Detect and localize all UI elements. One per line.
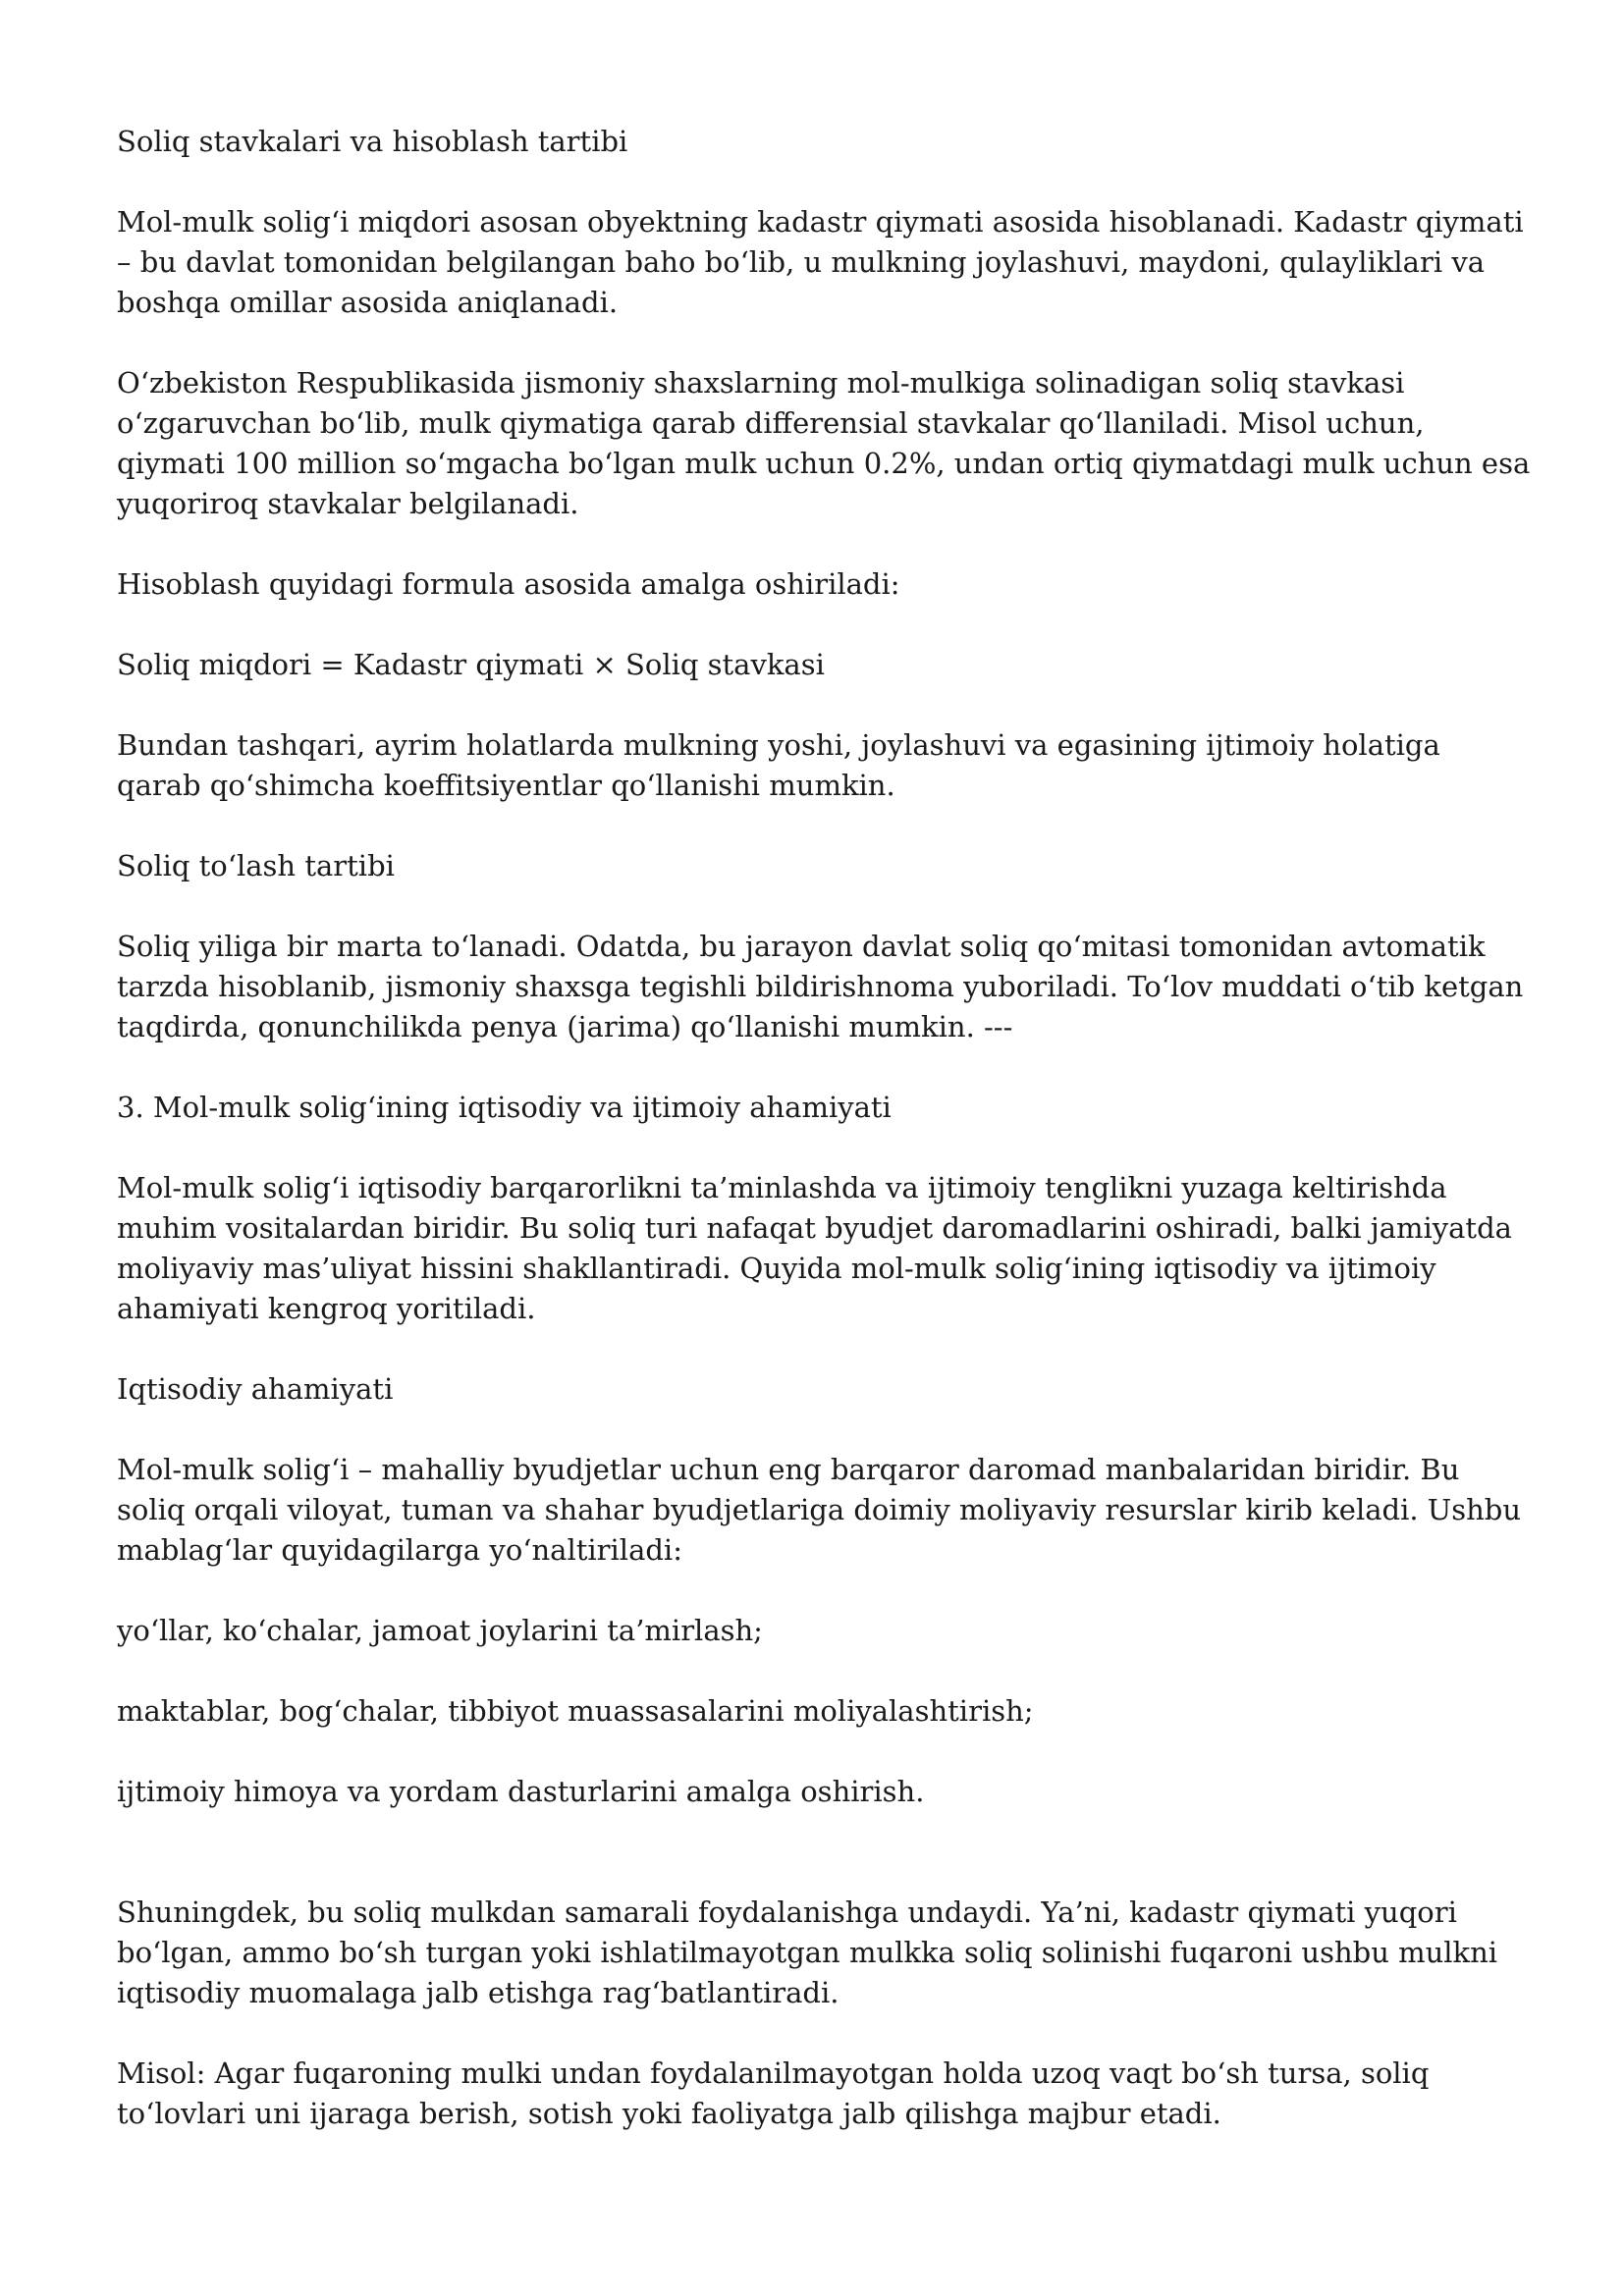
paragraph-tax-rates: O‘zbekiston Respublikasida jismoniy shaxslarning mol-mulkiga solinadigan soliq stavkasi o‘zgaruvchan bo‘lib, mulk qiymatiga qarab differensial stavkalar qo‘llaniladi. Misol uchun, qiymati 100 million so‘mgacha bo‘lgan mulk uchun 0.2%, undan ortiq qiymatdagi mulk uchun esa yuqoriroq stavkalar belgilanadi. xyxy=(117,366,1531,520)
section-heading-rates: Soliq stavkalari va hisoblash tartibi xyxy=(117,125,628,158)
document-page xyxy=(117,122,1531,2174)
list-item-roads: yo‘llar, ko‘chalar, jamoat joylarini ta’mirlash; xyxy=(117,1614,763,1647)
section-heading-significance: 3. Mol-mulk solig‘ining iqtisodiy va ijtimoiy ahamiyati xyxy=(117,1091,892,1124)
section-heading-payment: Soliq to‘lash tartibi xyxy=(117,849,395,882)
paragraph-formula-intro: Hisoblash quyidagi formula asosida amalga oshiriladi: xyxy=(117,567,900,601)
list-item-schools: maktablar, bog‘chalar, tibbiyot muassasalarini moliyalashtirish; xyxy=(117,1694,1034,1728)
paragraph-example: Misol: Agar fuqaroning mulki undan foydalanilmayotgan holda uzoq vaqt bo‘sh tursa, soliq to‘lovlari uni ijaraga berish, sotish yoki faoliyatga jalb qilishga majbur etadi. xyxy=(117,2056,1430,2130)
paragraph-significance: Mol-mulk solig‘i iqtisodiy barqarorlikni ta’minlashda va ijtimoiy tenglikni yuzaga keltirishda muhim vositalardan biridir. Bu soliq turi nafaqat byudjet daromadlarini oshiradi, balki jamiyatda moliyaviy mas’uliyat hissini shakllantiradi. Quyida mol-mulk solig‘ining iqtisodiy va ijtimoiy ahamiyati kengroq yoritiladi. xyxy=(117,1171,1512,1325)
paragraph-local-budget: Mol-mulk solig‘i – mahalliy byudjetlar uchun eng barqaror daromad manbalaridan biridir. Bu soliq orqali viloyat, tuman va shahar byudjetlariga doimiy moliyaviy resurslar kirib keladi. Ushbu mablag‘lar quyidagilarga yo‘naltiriladi: xyxy=(117,1453,1522,1567)
paragraph-coefficients: Bundan tashqari, ayrim holatlarda mulkning yoshi, joylashuvi va egasining ijtimoiy holatiga qarab qo‘shimcha koeffitsiyentlar qo‘llanishi mumkin. xyxy=(117,728,1440,802)
section-heading-economic: Iqtisodiy ahamiyati xyxy=(117,1372,394,1406)
list-item-social-programs: ijtimoiy himoya va yordam dasturlarini amalga oshirish. xyxy=(117,1775,925,1808)
paragraph-payment-order: Soliq yiliga bir marta to‘lanadi. Odatda, bu jarayon davlat soliq qo‘mitasi tomonidan avtomatik tarzda hisoblanib, jismoniy shaxsga tegishli bildirishnoma yuboriladi. To‘lov muddati o‘tib ketgan taqdirda, qonunchilikda penya (jarima) qo‘llanishi mumkin. --- xyxy=(117,930,1524,1043)
paragraph-cadastral-value: Mol-mulk solig‘i miqdori asosan obyektning kadastr qiymati asosida hisoblanadi. Kadastr qiymati – bu davlat tomonidan belgilangan baho bo‘lib, u mulkning joylashuvi, maydoni, qulayliklari va boshqa omillar asosida aniqlanadi. xyxy=(117,205,1524,319)
paragraph-efficient-use: Shuningdek, bu soliq mulkdan samarali foydalanishga undaydi. Ya’ni, kadastr qiymati yuqori bo‘lgan, ammo bo‘sh turgan yoki ishlatilmayotgan mulkka soliq solinishi fuqaroni ushbu mulkni iqtisodiy muomalaga jalb etishga rag‘batlantiradi. xyxy=(117,1896,1498,2009)
formula-line: Soliq miqdori = Kadastr qiymati × Soliq stavkasi xyxy=(117,648,825,681)
